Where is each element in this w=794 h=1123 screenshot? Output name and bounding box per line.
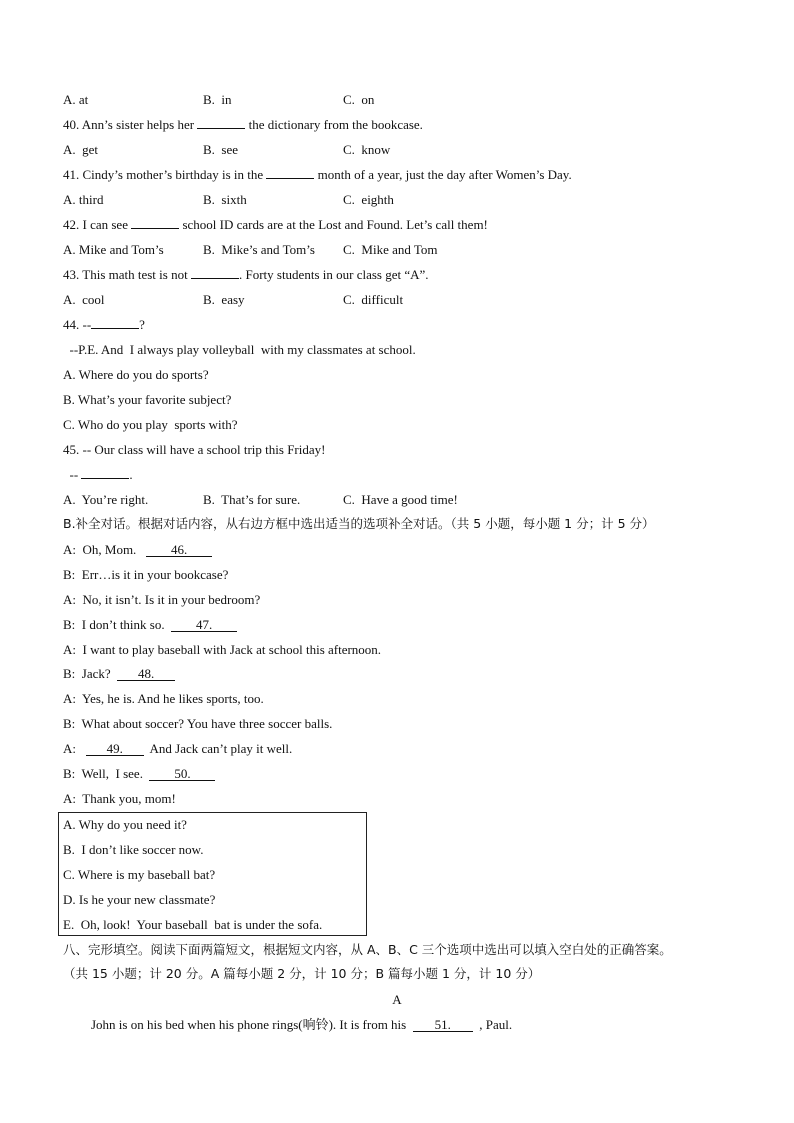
question-42-text: 42. I can see: [63, 217, 132, 232]
question-44: [63, 317, 145, 333]
dialogue-line: A: Thank you, mom!: [63, 791, 176, 806]
dialogue-blank-50: 50.: [149, 767, 215, 781]
dialogue-text: A:: [63, 741, 86, 756]
q45-option-c: C. Have a good time!: [343, 492, 458, 507]
answer-blank: [91, 328, 139, 329]
dialogue-line: [63, 766, 215, 782]
box-option-c: C. Where is my baseball bat?: [63, 867, 216, 882]
box-option-a: A. Why do you need it?: [63, 817, 187, 832]
answer-blank: [191, 278, 239, 279]
section-8-scoring: （共 15 小题；计 20 分。A 篇每小题 2 分，计 10 分；B 篇每小题 1 分，计 10 分）: [63, 966, 541, 981]
q44-option-b: B. What’s your favorite subject?: [63, 392, 232, 407]
dialogue-blank-46: 46.: [146, 543, 212, 557]
dialogue-blank-49: 49.: [86, 742, 144, 756]
question-41: [63, 167, 572, 183]
dialogue-line: A: No, it isn’t. Is it in your bedroom?: [63, 592, 261, 607]
q42-option-b: B. Mike’s and Tom’s: [203, 242, 315, 257]
question-44-text: 44. --: [63, 317, 92, 332]
question-40-text: 40. Ann’s sister helps her: [63, 117, 198, 132]
q43-option-a: A. cool: [63, 292, 105, 307]
q44-option-c: C. Who do you play sports with?: [63, 417, 238, 432]
q40-option-c: C. know: [343, 142, 391, 157]
question-43-text-end: . Forty students in our class get “A”.: [238, 267, 429, 282]
dialogue-line: [63, 666, 175, 682]
q44-option-a: A. Where do you do sports?: [63, 367, 209, 382]
question-43: [63, 267, 429, 283]
dialogue-text: B: I don’t think so.: [63, 617, 172, 632]
section-b-title: B.补全对话。根据对话内容，从右边方框中选出适当的选项补全对话。（共 5 小题，每小题 1 分；计 5 分）: [63, 516, 655, 531]
dialogue-line: [63, 741, 292, 757]
dialogue-text: B: Jack?: [63, 666, 118, 681]
q41-option-c: C. eighth: [343, 192, 394, 207]
dialogue-line: A: I want to play baseball with Jack at school this afternoon.: [63, 642, 382, 657]
q45-option-a: A. You’re right.: [63, 492, 149, 507]
passage-blank-51: 51.: [413, 1018, 473, 1032]
question-41-text: 41. Cindy’s mother’s birthday is in the: [63, 167, 267, 182]
passage-a-first-line: [91, 1017, 512, 1033]
question-44-reply: --P.E. And I always play volleyball with my classmates at school.: [63, 342, 416, 357]
question-42: [63, 217, 488, 233]
box-option-e: E. Oh, look! Your baseball bat is under the sofa.: [63, 917, 323, 932]
dialogue-blank-47: 47.: [171, 618, 237, 632]
dialogue-line: [63, 617, 237, 633]
q42-option-c: C. Mike and Tom: [343, 242, 438, 257]
dialogue-line: [63, 542, 212, 558]
q43-option-b: B. easy: [203, 292, 245, 307]
q40-option-b: B. see: [203, 142, 239, 157]
q43-option-c: C. difficult: [343, 292, 404, 307]
answer-blank: [266, 178, 314, 179]
section-8-title: 八、完形填空。阅读下面两篇短文，根据短文内容，从 A、B、C 三个选项中选出可以填入空白处的正确答案。: [63, 942, 672, 957]
answer-blank: [197, 128, 245, 129]
q41-option-a: A. third: [63, 192, 104, 207]
question-42-text-end: school ID cards are at the Lost and Found. Let’s call them!: [179, 217, 488, 232]
q39-option-a: A. at: [63, 92, 89, 107]
passage-text: John is on his bed when his phone rings(响铃). It is from his: [91, 1017, 413, 1032]
passage-label: A: [392, 992, 402, 1007]
q45-option-b: B. That’s for sure.: [203, 492, 301, 507]
dialogue-line: B: Err…is it in your bookcase?: [63, 567, 229, 582]
dialogue-text-end: And Jack can’t play it well.: [143, 741, 293, 756]
question-40: [63, 117, 423, 133]
box-option-b: B. I don’t like soccer now.: [63, 842, 204, 857]
answer-blank: [81, 478, 129, 479]
answer-blank: [131, 228, 179, 229]
q39-option-c: C. on: [343, 92, 375, 107]
dialogue-text: B: Well, I see.: [63, 766, 150, 781]
box-option-d: D. Is he your new classmate?: [63, 892, 216, 907]
question-45-reply: [63, 467, 133, 483]
question-45-reply-text: --: [63, 467, 82, 482]
dialogue-line: A: Yes, he is. And he likes sports, too.: [63, 691, 264, 706]
dialogue-text: A: Oh, Mom.: [63, 542, 147, 557]
question-44-text-end: ?: [139, 317, 145, 332]
q40-option-a: A. get: [63, 142, 99, 157]
question-41-text-end: month of a year, just the day after Women’s Day.: [314, 167, 572, 182]
passage-text-end: , Paul.: [472, 1017, 513, 1032]
question-40-text-end: the dictionary from the bookcase.: [245, 117, 423, 132]
q39-option-b: B. in: [203, 92, 232, 107]
question-43-text: 43. This math test is not: [63, 267, 191, 282]
q41-option-b: B. sixth: [203, 192, 247, 207]
q42-option-a: A. Mike and Tom’s: [63, 242, 164, 257]
question-45: 45. -- Our class will have a school trip this Friday!: [63, 442, 326, 457]
dialogue-line: B: What about soccer? You have three soccer balls.: [63, 716, 333, 731]
dialogue-blank-48: 48.: [117, 667, 175, 681]
question-45-reply-end: .: [129, 467, 133, 482]
